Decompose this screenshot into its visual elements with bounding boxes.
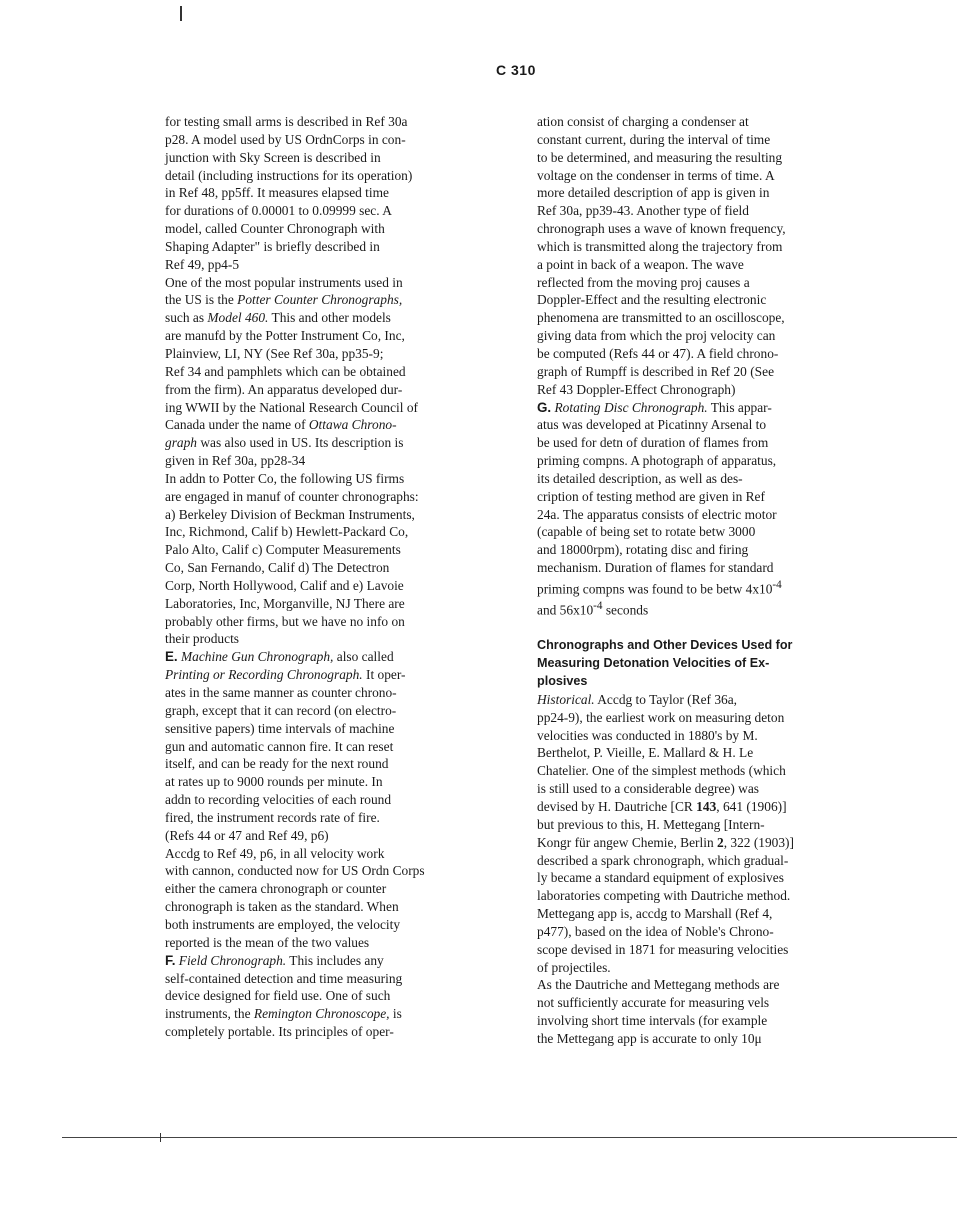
text-line: be used for detn of duration of flames from (537, 435, 769, 451)
text-line: junction with Sky Screen is described in (165, 149, 381, 165)
text-line: Shaping Adapter" is briefly described in (165, 238, 380, 254)
italic-term: Field Chronograph. (178, 952, 287, 968)
text-line (537, 399, 857, 417)
text-line (165, 416, 485, 434)
text-line (165, 648, 485, 666)
text-line: graph, except that it can record (on electro- (165, 702, 397, 718)
text-line (165, 309, 485, 327)
text-line: chronograph is taken as the standard. When (165, 899, 399, 915)
text-line: are engaged in manuf of counter chronographs: (165, 488, 419, 504)
section-heading: Chronographs and Other Devices Used for (537, 638, 793, 653)
text-line: and 18000rpm), rotating disc and firing (537, 542, 749, 558)
text-line: gun and automatic cannon fire. It can reset (165, 738, 394, 754)
text-run: the US is the (165, 292, 238, 308)
text-line: be computed (Refs 44 or 47). A field chrono- (537, 345, 779, 361)
text-line: sensitive papers) time intervals of machine (165, 720, 395, 736)
text-run: , 641 (1906)] (716, 799, 787, 814)
footer-tick (160, 1133, 161, 1142)
exponent: -4 (772, 578, 782, 591)
italic-term: Machine Gun Chronograph, (181, 649, 334, 665)
text-line: which is transmitted along the trajectory from (537, 238, 783, 254)
text-line: One of the most popular instruments used in (165, 274, 403, 290)
text-run: This and other models (268, 310, 391, 326)
text-line (537, 691, 857, 709)
bold-volume: 143 (696, 799, 717, 814)
text-line (537, 577, 857, 598)
text-run: devised by H. Dautriche [CR (537, 799, 697, 814)
item-label: E. (165, 649, 178, 665)
text-line: mechanism. Duration of flames for standard (537, 560, 774, 576)
text-line: reflected from the moving proj causes a (537, 274, 750, 290)
text-line (537, 598, 857, 619)
text-run: seconds (602, 602, 649, 618)
text-line: scope devised in 1871 for measuring velocities (537, 941, 789, 957)
text-line: atus was developed at Picatinny Arsenal to (537, 417, 767, 433)
italic-term: Printing or Recording Chronograph. (165, 667, 363, 683)
text-line: reported is the mean of the two values (165, 934, 370, 950)
text-line: Plainview, LI, NY (See Ref 30a, pp35-9; (165, 345, 384, 361)
text-run: This appar- (710, 399, 772, 415)
text-line: their products (165, 631, 240, 647)
text-line: p477), based on the idea of Noble's Chrono- (537, 923, 774, 939)
text-line: at rates up to 9000 rounds per minute. In (165, 774, 383, 790)
text-line: described a spark chronograph, which gradual- (537, 852, 789, 868)
italic-term: Model 460. (207, 310, 269, 326)
text-line: but previous to this, H. Mettegang [Intern- (537, 816, 765, 832)
text-line: Chatelier. One of the simplest methods (which (537, 763, 786, 779)
text-line: to be determined, and measuring the resulting (537, 149, 783, 165)
text-run: Kongr für angew Chemie, Berlin (537, 834, 717, 850)
text-run: , 322 (1903)] (723, 834, 794, 850)
item-label: F. (165, 952, 176, 968)
text-line: in Ref 48, pp5ff. It measures elapsed time (165, 185, 389, 201)
text-line: Ref 43 Doppler-Effect Chronograph) (537, 381, 736, 397)
page-number: C 310 (496, 62, 536, 78)
text-line: Corp, North Hollywood, Calif and e) Lavoie (165, 577, 404, 593)
bold-volume: 2 (716, 834, 724, 850)
text-line: with cannon, conducted now for US Ordn Corps (165, 863, 425, 879)
text-line (537, 834, 857, 852)
text-line: ation consist of charging a condenser at (537, 114, 749, 129)
text-line: self-contained detection and time measuring (165, 970, 403, 986)
item-label: G. (537, 399, 552, 415)
text-line: ates in the same manner as counter chrono- (165, 685, 397, 700)
text-line: detail (including instructions for its operation) (165, 167, 413, 183)
top-margin-mark (180, 6, 182, 21)
text-run: This includes any (289, 952, 384, 968)
text-line: Co, San Fernando, Calif d) The Detectron (165, 560, 390, 576)
text-line: Ref 30a, pp39-43. Another type of field (537, 203, 749, 219)
text-line: pp24-9), the earliest work on measuring deton (537, 709, 785, 725)
text-line: from the firm). An apparatus developed dur- (165, 381, 403, 397)
text-line: Berthelot, P. Vieille, E. Mallard & H. Le (537, 745, 754, 761)
text-line: chronograph uses a wave of known frequency, (537, 221, 786, 237)
text-run: Canada under the name of (165, 417, 309, 433)
text-run: Accdg to Taylor (Ref 36a, (594, 691, 738, 707)
text-line (165, 666, 485, 684)
text-line: not sufficiently accurate for measuring vels (537, 995, 770, 1011)
text-line: given in Ref 30a, pp28-34 (165, 453, 306, 469)
text-line: p28. A model used by US OrdnCorps in con- (165, 131, 406, 147)
text-line: for durations of 0.00001 to 0.09999 sec. A (165, 203, 392, 219)
text-line: priming compns. A photograph of apparatus, (537, 453, 777, 469)
text-line: (capable of being set to rotate betw 3000 (537, 524, 756, 540)
text-line: ly became a standard equipment of explosives (537, 870, 784, 886)
text-line: voltage on the condenser in terms of time. A (537, 167, 775, 183)
text-line: are manufd by the Potter Instrument Co, Inc, (165, 328, 405, 344)
text-line: either the camera chronograph or counter (165, 881, 387, 897)
italic-term: Rotating Disc Chronograph. (554, 399, 708, 415)
text-line: more detailed description of app is given in (537, 185, 770, 201)
text-line: probably other firms, but we have no info on (165, 613, 405, 629)
text-line: velocities was conducted in 1880's by M. (537, 727, 758, 743)
section-heading: Measuring Detonation Velocities of Ex- (537, 656, 770, 671)
text-line: Inc, Richmond, Calif b) Hewlett-Packard Co, (165, 524, 409, 540)
text-line: Accdg to Ref 49, p6, in all velocity work (165, 845, 385, 861)
text-line: model, called Counter Chronograph with (165, 221, 385, 237)
text-line (165, 1005, 485, 1023)
text-line: Mettegang app is, accdg to Marshall (Ref 4, (537, 906, 773, 922)
text-line: a) Berkeley Division of Beckman Instruments, (165, 506, 415, 522)
text-run: such as (165, 310, 208, 326)
italic-term: Ottawa Chrono- (308, 417, 397, 433)
text-run: and 56x10 (537, 602, 594, 618)
text-line (165, 291, 485, 309)
text-line: itself, and can be ready for the next round (165, 756, 389, 772)
text-line: is still used to a considerable degree) was (537, 781, 759, 797)
text-line: addn to recording velocities of each round (165, 792, 392, 808)
text-line (537, 798, 857, 816)
section-spacer (537, 620, 857, 638)
text-line: its detailed description, as well as des- (537, 470, 743, 486)
right-column (537, 113, 857, 1048)
italic-term: Potter Counter Chronographs, (237, 292, 403, 308)
text-line (165, 434, 485, 452)
text-line: constant current, during the interval of time (537, 131, 771, 147)
text-run: was also used in US. Its description is (200, 435, 404, 451)
text-line: ing WWII by the National Research Council of (165, 399, 418, 415)
text-line: phenomena are transmitted to an oscilloscope, (537, 310, 785, 326)
text-run: also called (336, 649, 394, 665)
text-run: instruments, the (165, 1006, 254, 1022)
text-line: Laboratories, Inc, Morganville, NJ There are (165, 595, 405, 611)
text-line: graph of Rumpff is described in Ref 20 (See (537, 363, 775, 379)
text-line: In addn to Potter Co, the following US firms (165, 470, 405, 486)
italic-term: graph (165, 435, 197, 451)
text-line: involving short time intervals (for example (537, 1013, 768, 1029)
text-line: Palo Alto, Calif c) Computer Measurements (165, 542, 401, 558)
text-line: Doppler-Effect and the resulting electronic (537, 292, 767, 308)
italic-term: Remington Chronoscope, (253, 1006, 390, 1022)
text-line: giving data from which the proj velocity can (537, 328, 776, 344)
footer-rule (62, 1137, 957, 1138)
text-line: device designed for field use. One of such (165, 988, 391, 1004)
text-line: of projectiles. (537, 959, 611, 975)
italic-term: Historical. (537, 691, 595, 707)
exponent: -4 (593, 600, 603, 613)
text-line (165, 952, 485, 970)
text-line: cription of testing method are given in Ref (537, 488, 765, 504)
text-line: Ref 49, pp4-5 (165, 256, 240, 272)
text-line: laboratories competing with Dautriche method. (537, 888, 791, 904)
text-line: a point in back of a weapon. The wave (537, 256, 744, 272)
left-column (165, 113, 485, 1041)
section-heading: plosives (537, 674, 588, 689)
text-line: (Refs 44 or 47 and Ref 49, p6) (165, 827, 329, 843)
text-line: As the Dautriche and Mettegang methods are (537, 977, 780, 993)
text-run: It oper- (366, 667, 406, 683)
text-line: for testing small arms is described in Ref 30a (165, 114, 408, 129)
text-run: priming compns was found to be betw 4x10 (537, 581, 773, 597)
text-line: 24a. The apparatus consists of electric motor (537, 506, 777, 522)
text-line: both instruments are employed, the velocity (165, 916, 401, 932)
text-line: the Mettegang app is accurate to only 10μ (537, 1030, 762, 1046)
text-line: completely portable. Its principles of oper- (165, 1024, 394, 1040)
text-run: is (392, 1006, 402, 1022)
text-line: Ref 34 and pamphlets which can be obtained (165, 363, 406, 379)
text-line: fired, the instrument records rate of fire. (165, 809, 380, 825)
